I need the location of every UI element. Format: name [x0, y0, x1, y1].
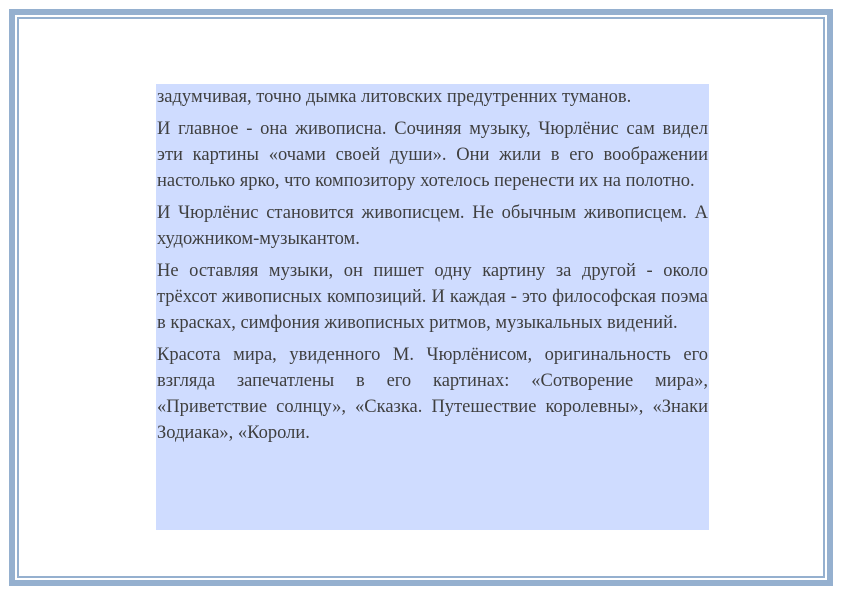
paragraph-2: И главное - она живописна. Сочиняя музыку, Чюрлёнис сам видел эти картины «очами своей души». Они жили в его воображении настолько ярко, что композитору хотелось перенести их на полотно.	[157, 119, 708, 191]
paragraph-1: задумчивая, точно дымка литовских предутренних туманов.	[157, 87, 632, 107]
paragraph-4: Не оставляя музыки, он пишет одну картину за другой - около трёхсот живописных композиций. И каждая - это философская поэма в красках, симфония живописных ритмов, музыкальных видений.	[157, 261, 708, 333]
paragraph-3: И Чюрлёнис становится живописцем. Не обычным живописцем. А художником-музыкантом.	[157, 203, 708, 249]
text-box[interactable]	[156, 84, 709, 530]
paragraph-5: Красота мира, увиденного М. Чюрлёнисом, оригинальность его взгляда запечатлены в его картинах: «Сотворение мира», «Приветствие солнцу», «Сказка. Путешествие королевны», «Знаки Зодиака», «Короли.	[157, 345, 708, 443]
